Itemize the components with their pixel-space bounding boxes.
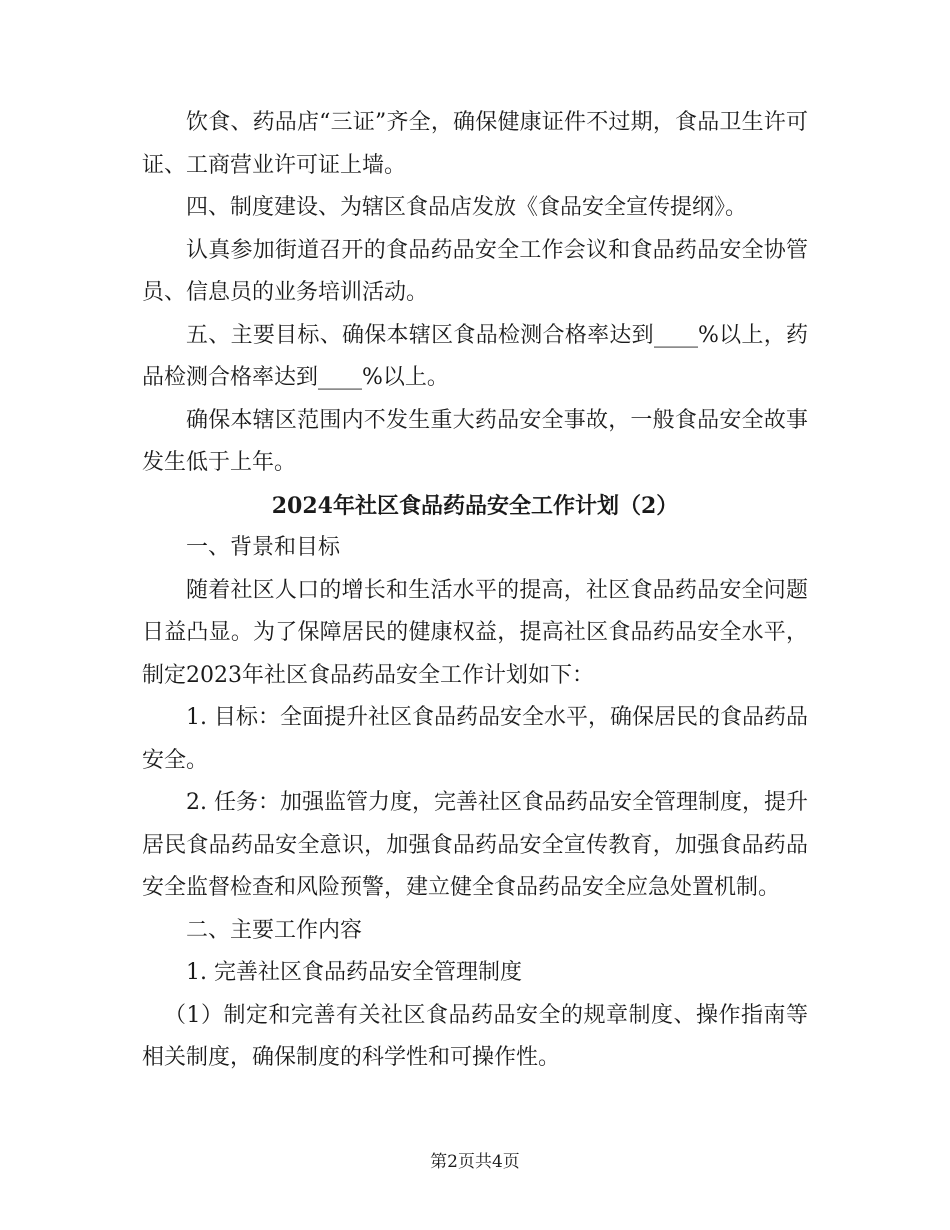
paragraph-training: 认真参加街道召开的食品药品安全工作会议和食品药品安全协管员、信息员的业务培训活动。 xyxy=(142,237,808,305)
page-number: 第2页共4页 xyxy=(430,1152,520,1172)
heading-background-goals: 一、背景和目标 xyxy=(186,535,341,560)
paragraph-certificates: 饮食、药品店“三证”齐全，确保健康证件不过期，食品卫生许可证、工商营业许可证上墙。 xyxy=(142,110,808,178)
paragraph-system-building: 四、制度建设、为辖区食品店发放《食品安全宣传提纲》。 xyxy=(186,195,748,220)
paragraph-tasks: 2. 任务：加强监管力度，完善社区食品药品安全管理制度，提升居民食品药品安全意识，加强食品药品安全宣传教育，加强食品药品安全监督检查和风险预警，建立健全食品药品安全应急处置机制。 xyxy=(142,790,808,900)
paragraph-background: 随着社区人口的增长和生活水平的提高，社区食品药品安全问题日益凸显。为了保障居民的健康权益，提高社区食品药品安全水平，制定2023年社区食品药品安全工作计划如下： xyxy=(142,577,808,688)
document-body xyxy=(142,102,808,1080)
section-title: 2024年社区食品药品安全工作计划（2） xyxy=(271,492,679,519)
paragraph-regulations: （1）制定和完善有关社区食品药品安全的规章制度、操作指南等相关制度，确保制度的科学性和可操作性。 xyxy=(142,1002,808,1070)
heading-main-work: 二、主要工作内容 xyxy=(186,917,363,943)
heading-improve-system: 1. 完善社区食品药品安全管理制度 xyxy=(186,960,522,985)
paragraph-no-accidents: 确保本辖区范围内不发生重大药品安全事故，一般食品安全故事发生低于上年。 xyxy=(142,407,808,475)
paragraph-main-goals: 五、主要目标、确保本辖区食品检测合格率达到____%以上，药品检测合格率达到____%以上。 xyxy=(142,322,808,390)
paragraph-target: 1. 目标：全面提升社区食品药品安全水平，确保居民的食品药品安全。 xyxy=(142,705,808,773)
